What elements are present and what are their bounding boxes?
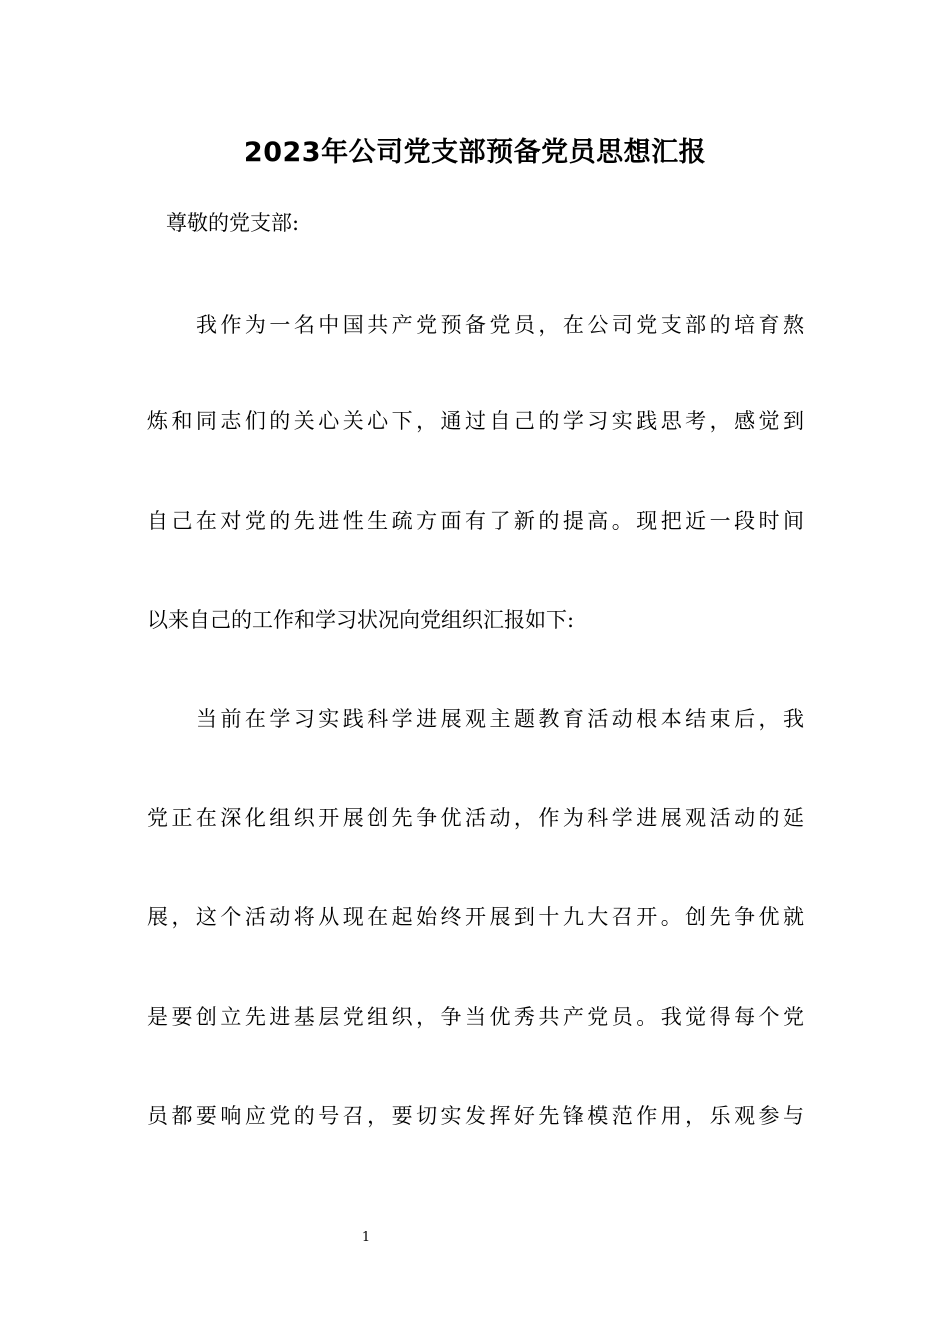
paragraph-line: 当前在学习实践科学进展观主题教育活动根本结束后，我 xyxy=(196,707,804,731)
paragraph-line: 我作为一名中国共产党预备党员，在公司党支部的培育熬 xyxy=(196,313,804,337)
page-number: 1 xyxy=(361,1230,371,1245)
salutation: 尊敬的党支部: xyxy=(166,211,300,235)
paragraph-line: 炼和同志们的关心关心下，通过自己的学习实践思考，感觉到 xyxy=(147,409,804,433)
paragraph-line: 展，这个活动将从现在起始终开展到十九大召开。创先争优就 xyxy=(147,905,804,929)
paragraph-line: 自己在对党的先进性生疏方面有了新的提高。现把近一段时间 xyxy=(147,509,804,533)
paragraph-line: 是要创立先进基层党组织，争当优秀共产党员。我觉得每个党 xyxy=(147,1005,804,1029)
paragraph-line: 党正在深化组织开展创先争优活动，作为科学进展观活动的延 xyxy=(147,806,804,830)
paragraph-line: 员都要响应党的号召，要切实发挥好先锋模范作用，乐观参与 xyxy=(147,1104,804,1128)
paragraph-line: 以来自己的工作和学习状况向党组织汇报如下: xyxy=(147,608,575,632)
document-title: 2023年公司党支部预备党员思想汇报 xyxy=(243,137,707,168)
